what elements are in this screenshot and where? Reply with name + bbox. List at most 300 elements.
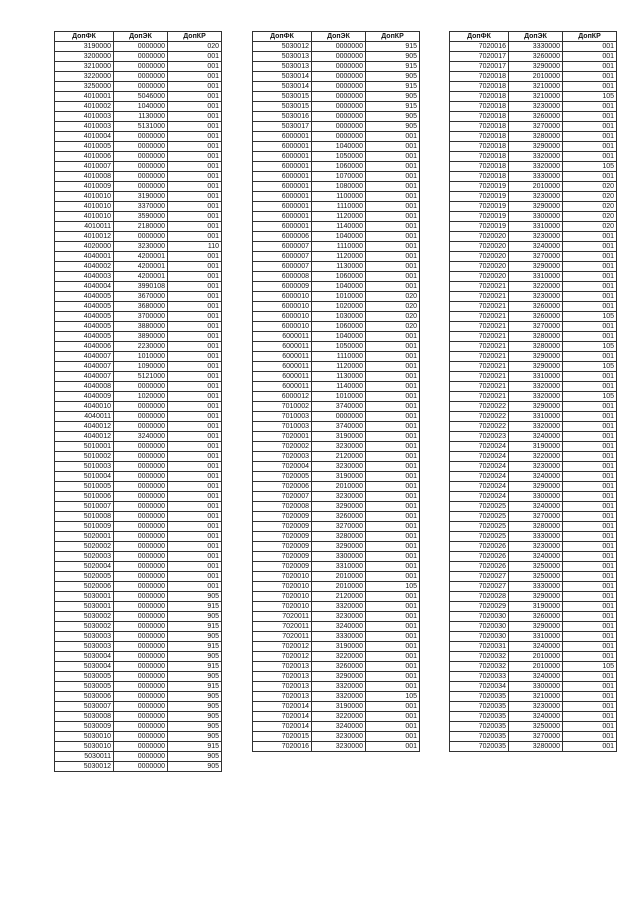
table-row bbox=[450, 312, 617, 322]
table-row bbox=[253, 542, 420, 552]
cell-dopek: 0000000 bbox=[114, 502, 168, 512]
cell-dopek: 1110000 bbox=[312, 242, 366, 252]
cell-dopkr: 001 bbox=[563, 72, 617, 82]
table-row bbox=[55, 472, 222, 482]
table-row bbox=[55, 542, 222, 552]
cell-dopkr: 001 bbox=[366, 242, 420, 252]
table-row bbox=[55, 312, 222, 322]
cell-dopkr: 001 bbox=[168, 232, 222, 242]
cell-dopfk: 7020008 bbox=[253, 502, 312, 512]
table-row bbox=[450, 112, 617, 122]
cell-dopek: 3230000 bbox=[509, 702, 563, 712]
cell-dopek: 0000000 bbox=[114, 552, 168, 562]
table-row bbox=[253, 372, 420, 382]
cell-dopkr: 001 bbox=[168, 422, 222, 432]
cell-dopek: 1050000 bbox=[312, 342, 366, 352]
table-row bbox=[253, 92, 420, 102]
cell-dopfk: 7020018 bbox=[450, 172, 509, 182]
cell-dopkr: 001 bbox=[366, 182, 420, 192]
table-row bbox=[55, 402, 222, 412]
cell-dopkr: 001 bbox=[563, 512, 617, 522]
table-row bbox=[55, 132, 222, 142]
cell-dopfk: 4010003 bbox=[55, 122, 114, 132]
cell-dopek: 5121000 bbox=[114, 372, 168, 382]
cell-dopkr: 001 bbox=[563, 712, 617, 722]
cell-dopkr: 105 bbox=[366, 692, 420, 702]
header-dopfk: ДопФК bbox=[55, 32, 114, 42]
table-row bbox=[253, 132, 420, 142]
header-dopfk: ДопФК bbox=[450, 32, 509, 42]
cell-dopek: 3240000 bbox=[509, 432, 563, 442]
table-row bbox=[55, 702, 222, 712]
cell-dopfk: 7020012 bbox=[253, 652, 312, 662]
cell-dopkr: 915 bbox=[168, 622, 222, 632]
table-row bbox=[55, 192, 222, 202]
cell-dopfk: 7020024 bbox=[450, 452, 509, 462]
cell-dopkr: 001 bbox=[366, 212, 420, 222]
cell-dopkr: 001 bbox=[366, 702, 420, 712]
cell-dopkr: 001 bbox=[168, 362, 222, 372]
cell-dopek: 3230000 bbox=[312, 492, 366, 502]
cell-dopek: 3190000 bbox=[114, 192, 168, 202]
cell-dopfk: 7020009 bbox=[253, 562, 312, 572]
table-row bbox=[450, 652, 617, 662]
cell-dopkr: 001 bbox=[563, 432, 617, 442]
cell-dopfk: 7020021 bbox=[450, 352, 509, 362]
cell-dopfk: 7010003 bbox=[253, 412, 312, 422]
table-row bbox=[450, 562, 617, 572]
table-row bbox=[55, 552, 222, 562]
table-row bbox=[253, 162, 420, 172]
header-dopek: ДопЭК bbox=[312, 32, 366, 42]
cell-dopkr: 001 bbox=[366, 612, 420, 622]
cell-dopek: 3280000 bbox=[509, 342, 563, 352]
cell-dopkr: 001 bbox=[168, 512, 222, 522]
table-row bbox=[450, 372, 617, 382]
header-dopkr: ДопКР bbox=[366, 32, 420, 42]
cell-dopkr: 001 bbox=[366, 202, 420, 212]
cell-dopek: 3320000 bbox=[312, 692, 366, 702]
table-row bbox=[253, 352, 420, 362]
table-row bbox=[450, 122, 617, 132]
cell-dopfk: 6000011 bbox=[253, 382, 312, 392]
cell-dopfk: 5030010 bbox=[55, 732, 114, 742]
cell-dopfk: 5020002 bbox=[55, 542, 114, 552]
cell-dopfk: 7020018 bbox=[450, 142, 509, 152]
table-row bbox=[55, 732, 222, 742]
cell-dopfk: 4010010 bbox=[55, 202, 114, 212]
cell-dopfk: 5020005 bbox=[55, 572, 114, 582]
table-row bbox=[253, 742, 420, 752]
cell-dopek: 1120000 bbox=[312, 252, 366, 262]
cell-dopfk: 7020021 bbox=[450, 312, 509, 322]
cell-dopkr: 001 bbox=[366, 272, 420, 282]
cell-dopek: 1100000 bbox=[312, 192, 366, 202]
cell-dopkr: 001 bbox=[563, 562, 617, 572]
cell-dopkr: 001 bbox=[168, 382, 222, 392]
cell-dopkr: 001 bbox=[563, 652, 617, 662]
cell-dopkr: 001 bbox=[168, 412, 222, 422]
cell-dopfk: 4040008 bbox=[55, 382, 114, 392]
table-row bbox=[450, 732, 617, 742]
cell-dopkr: 905 bbox=[168, 702, 222, 712]
cell-dopek: 3590000 bbox=[114, 212, 168, 222]
cell-dopek: 0000000 bbox=[114, 152, 168, 162]
cell-dopfk: 7020020 bbox=[450, 232, 509, 242]
cell-dopkr: 001 bbox=[366, 642, 420, 652]
cell-dopek: 3230000 bbox=[312, 732, 366, 742]
cell-dopkr: 001 bbox=[366, 492, 420, 502]
table-row bbox=[450, 82, 617, 92]
cell-dopkr: 001 bbox=[366, 522, 420, 532]
cell-dopek: 3300000 bbox=[509, 492, 563, 502]
table-row bbox=[253, 402, 420, 412]
cell-dopfk: 7020014 bbox=[253, 712, 312, 722]
cell-dopfk: 6000011 bbox=[253, 352, 312, 362]
cell-dopek: 3230000 bbox=[509, 292, 563, 302]
cell-dopkr: 001 bbox=[563, 152, 617, 162]
cell-dopfk: 5030003 bbox=[55, 632, 114, 642]
cell-dopkr: 001 bbox=[563, 692, 617, 702]
table-row bbox=[55, 102, 222, 112]
cell-dopkr: 001 bbox=[168, 432, 222, 442]
cell-dopek: 3270000 bbox=[509, 512, 563, 522]
table-row bbox=[55, 662, 222, 672]
cell-dopkr: 001 bbox=[168, 92, 222, 102]
table-row bbox=[450, 52, 617, 62]
cell-dopfk: 7020035 bbox=[450, 732, 509, 742]
cell-dopkr: 001 bbox=[563, 282, 617, 292]
cell-dopkr: 001 bbox=[168, 492, 222, 502]
cell-dopfk: 3250000 bbox=[55, 82, 114, 92]
cell-dopek: 3240000 bbox=[509, 672, 563, 682]
table-row bbox=[450, 362, 617, 372]
table-row bbox=[450, 182, 617, 192]
cell-dopfk: 7020012 bbox=[253, 642, 312, 652]
cell-dopek: 3290000 bbox=[509, 142, 563, 152]
cell-dopfk: 7020010 bbox=[253, 602, 312, 612]
cell-dopfk: 7020035 bbox=[450, 722, 509, 732]
table-row bbox=[55, 462, 222, 472]
cell-dopfk: 6000001 bbox=[253, 132, 312, 142]
cell-dopfk: 7020019 bbox=[450, 202, 509, 212]
cell-dopkr: 020 bbox=[563, 212, 617, 222]
cell-dopek: 3190000 bbox=[312, 432, 366, 442]
cell-dopek: 3280000 bbox=[509, 742, 563, 752]
cell-dopfk: 7020020 bbox=[450, 252, 509, 262]
cell-dopek: 3280000 bbox=[509, 332, 563, 342]
cell-dopek: 3190000 bbox=[509, 602, 563, 612]
cell-dopek: 3190000 bbox=[509, 442, 563, 452]
cell-dopfk: 5030013 bbox=[253, 52, 312, 62]
table-row bbox=[55, 362, 222, 372]
cell-dopkr: 001 bbox=[366, 552, 420, 562]
table-row bbox=[253, 232, 420, 242]
cell-dopek: 0000000 bbox=[114, 182, 168, 192]
cell-dopek: 3210000 bbox=[509, 692, 563, 702]
cell-dopfk: 5010002 bbox=[55, 452, 114, 462]
cell-dopfk: 5020006 bbox=[55, 582, 114, 592]
cell-dopek: 0000000 bbox=[114, 402, 168, 412]
cell-dopek: 3320000 bbox=[312, 682, 366, 692]
table-row bbox=[253, 712, 420, 722]
cell-dopkr: 001 bbox=[563, 532, 617, 542]
cell-dopfk: 4010012 bbox=[55, 232, 114, 242]
cell-dopfk: 5030003 bbox=[55, 642, 114, 652]
cell-dopek: 3230000 bbox=[312, 742, 366, 752]
table-row bbox=[55, 612, 222, 622]
cell-dopkr: 915 bbox=[168, 602, 222, 612]
table-row bbox=[450, 662, 617, 672]
cell-dopfk: 7020030 bbox=[450, 622, 509, 632]
table-row bbox=[450, 602, 617, 612]
table-row bbox=[253, 732, 420, 742]
cell-dopek: 1030000 bbox=[312, 312, 366, 322]
cell-dopkr: 001 bbox=[168, 262, 222, 272]
cell-dopkr: 001 bbox=[168, 172, 222, 182]
cell-dopfk: 6000001 bbox=[253, 192, 312, 202]
cell-dopek: 0000000 bbox=[114, 62, 168, 72]
cell-dopfk: 7020024 bbox=[450, 472, 509, 482]
cell-dopkr: 915 bbox=[168, 682, 222, 692]
table-row bbox=[253, 342, 420, 352]
cell-dopek: 0000000 bbox=[114, 172, 168, 182]
cell-dopek: 3320000 bbox=[509, 152, 563, 162]
cell-dopek: 3320000 bbox=[509, 392, 563, 402]
cell-dopfk: 5030014 bbox=[253, 72, 312, 82]
cell-dopfk: 7020021 bbox=[450, 362, 509, 372]
cell-dopkr: 001 bbox=[563, 352, 617, 362]
cell-dopkr: 001 bbox=[563, 722, 617, 732]
cell-dopek: 3290000 bbox=[509, 402, 563, 412]
cell-dopkr: 001 bbox=[168, 182, 222, 192]
cell-dopkr: 001 bbox=[563, 412, 617, 422]
cell-dopek: 1040000 bbox=[312, 142, 366, 152]
table-row bbox=[253, 622, 420, 632]
cell-dopfk: 5030007 bbox=[55, 702, 114, 712]
cell-dopfk: 7020025 bbox=[450, 502, 509, 512]
cell-dopkr: 001 bbox=[366, 222, 420, 232]
cell-dopkr: 105 bbox=[563, 662, 617, 672]
cell-dopfk: 5030004 bbox=[55, 662, 114, 672]
cell-dopfk: 5030004 bbox=[55, 652, 114, 662]
cell-dopek: 0000000 bbox=[114, 452, 168, 462]
cell-dopek: 3240000 bbox=[312, 722, 366, 732]
table-row bbox=[55, 522, 222, 532]
cell-dopkr: 001 bbox=[563, 702, 617, 712]
cell-dopfk: 6000009 bbox=[253, 282, 312, 292]
table-row bbox=[253, 222, 420, 232]
cell-dopkr: 905 bbox=[366, 112, 420, 122]
cell-dopek: 0000000 bbox=[114, 662, 168, 672]
cell-dopfk: 7020018 bbox=[450, 122, 509, 132]
cell-dopek: 3230000 bbox=[509, 542, 563, 552]
cell-dopfk: 5010004 bbox=[55, 472, 114, 482]
cell-dopek: 0000000 bbox=[114, 52, 168, 62]
cell-dopfk: 7020019 bbox=[450, 222, 509, 232]
cell-dopek: 4200001 bbox=[114, 252, 168, 262]
table-row bbox=[55, 302, 222, 312]
cell-dopek: 3190000 bbox=[312, 472, 366, 482]
cell-dopfk: 7020032 bbox=[450, 662, 509, 672]
cell-dopek: 3280000 bbox=[509, 132, 563, 142]
cell-dopek: 3320000 bbox=[509, 162, 563, 172]
table-row bbox=[55, 252, 222, 262]
table-row bbox=[55, 282, 222, 292]
cell-dopek: 2010000 bbox=[312, 482, 366, 492]
cell-dopfk: 7020009 bbox=[253, 512, 312, 522]
cell-dopfk: 5030002 bbox=[55, 622, 114, 632]
cell-dopkr: 905 bbox=[168, 592, 222, 602]
cell-dopkr: 001 bbox=[168, 572, 222, 582]
cell-dopkr: 001 bbox=[366, 672, 420, 682]
table-row bbox=[450, 502, 617, 512]
cell-dopek: 5046000 bbox=[114, 92, 168, 102]
table-row bbox=[450, 692, 617, 702]
table-row bbox=[253, 292, 420, 302]
cell-dopfk: 7020018 bbox=[450, 132, 509, 142]
cell-dopfk: 6000010 bbox=[253, 292, 312, 302]
table-row bbox=[253, 202, 420, 212]
cell-dopek: 3230000 bbox=[509, 462, 563, 472]
cell-dopfk: 7020001 bbox=[253, 432, 312, 442]
cell-dopkr: 001 bbox=[563, 612, 617, 622]
table-row bbox=[55, 722, 222, 732]
table-row bbox=[450, 582, 617, 592]
cell-dopek: 0000000 bbox=[114, 762, 168, 772]
cell-dopkr: 001 bbox=[168, 372, 222, 382]
cell-dopkr: 001 bbox=[366, 722, 420, 732]
cell-dopek: 0000000 bbox=[114, 712, 168, 722]
cell-dopfk: 7020034 bbox=[450, 682, 509, 692]
cell-dopek: 0000000 bbox=[312, 92, 366, 102]
cell-dopkr: 001 bbox=[563, 522, 617, 532]
cell-dopkr: 001 bbox=[366, 132, 420, 142]
cell-dopek: 3260000 bbox=[509, 312, 563, 322]
cell-dopfk: 4040003 bbox=[55, 272, 114, 282]
cell-dopek: 3250000 bbox=[509, 572, 563, 582]
cell-dopfk: 7020016 bbox=[450, 42, 509, 52]
cell-dopkr: 001 bbox=[366, 682, 420, 692]
cell-dopkr: 001 bbox=[366, 432, 420, 442]
cell-dopek: 1090000 bbox=[114, 362, 168, 372]
cell-dopkr: 105 bbox=[563, 162, 617, 172]
cell-dopfk: 4040004 bbox=[55, 282, 114, 292]
table-row bbox=[253, 472, 420, 482]
cell-dopfk: 4010010 bbox=[55, 192, 114, 202]
cell-dopkr: 001 bbox=[366, 262, 420, 272]
table-row bbox=[253, 382, 420, 392]
cell-dopfk: 7020011 bbox=[253, 622, 312, 632]
cell-dopek: 3310000 bbox=[509, 412, 563, 422]
cell-dopfk: 5030012 bbox=[55, 762, 114, 772]
cell-dopkr: 020 bbox=[563, 222, 617, 232]
table-row bbox=[55, 442, 222, 452]
table-row bbox=[55, 292, 222, 302]
cell-dopek: 3240000 bbox=[509, 472, 563, 482]
table-row bbox=[55, 432, 222, 442]
table-row bbox=[450, 642, 617, 652]
table-row bbox=[450, 742, 617, 752]
cell-dopek: 2120000 bbox=[312, 452, 366, 462]
cell-dopek: 3210000 bbox=[509, 82, 563, 92]
table-row bbox=[253, 502, 420, 512]
table-row bbox=[55, 502, 222, 512]
header-dopkr: ДопКР bbox=[168, 32, 222, 42]
cell-dopfk: 7020018 bbox=[450, 112, 509, 122]
cell-dopek: 0000000 bbox=[114, 82, 168, 92]
cell-dopek: 3680000 bbox=[114, 302, 168, 312]
cell-dopek: 1140000 bbox=[312, 222, 366, 232]
cell-dopkr: 001 bbox=[168, 72, 222, 82]
cell-dopfk: 4010003 bbox=[55, 112, 114, 122]
cell-dopfk: 7020021 bbox=[450, 342, 509, 352]
cell-dopfk: 7010002 bbox=[253, 402, 312, 412]
cell-dopkr: 915 bbox=[168, 662, 222, 672]
cell-dopek: 0000000 bbox=[114, 492, 168, 502]
cell-dopek: 1130000 bbox=[312, 372, 366, 382]
table-row bbox=[450, 382, 617, 392]
table-row bbox=[55, 572, 222, 582]
cell-dopfk: 4010004 bbox=[55, 132, 114, 142]
cell-dopfk: 5030012 bbox=[253, 42, 312, 52]
cell-dopfk: 7020014 bbox=[253, 702, 312, 712]
table-row bbox=[450, 512, 617, 522]
table-row bbox=[450, 672, 617, 682]
cell-dopkr: 105 bbox=[563, 92, 617, 102]
cell-dopek: 0000000 bbox=[114, 742, 168, 752]
cell-dopkr: 905 bbox=[168, 722, 222, 732]
cell-dopfk: 5030015 bbox=[253, 102, 312, 112]
cell-dopek: 2010000 bbox=[509, 662, 563, 672]
cell-dopek: 3270000 bbox=[509, 122, 563, 132]
cell-dopkr: 020 bbox=[366, 312, 420, 322]
cell-dopek: 3290000 bbox=[509, 62, 563, 72]
table-row bbox=[450, 412, 617, 422]
cell-dopek: 1120000 bbox=[312, 212, 366, 222]
cell-dopek: 3190000 bbox=[312, 702, 366, 712]
cell-dopek: 1110000 bbox=[312, 202, 366, 212]
cell-dopkr: 001 bbox=[366, 142, 420, 152]
cell-dopek: 1010000 bbox=[312, 392, 366, 402]
table-row bbox=[55, 42, 222, 52]
cell-dopkr: 001 bbox=[366, 412, 420, 422]
table-row bbox=[55, 332, 222, 342]
table-row bbox=[253, 522, 420, 532]
cell-dopfk: 7020019 bbox=[450, 212, 509, 222]
table-row bbox=[450, 592, 617, 602]
cell-dopfk: 7020035 bbox=[450, 692, 509, 702]
cell-dopek: 3310000 bbox=[509, 272, 563, 282]
table-row bbox=[55, 762, 222, 772]
table-row bbox=[253, 192, 420, 202]
cell-dopkr: 001 bbox=[168, 452, 222, 462]
table-row bbox=[450, 402, 617, 412]
table-row bbox=[55, 682, 222, 692]
cell-dopfk: 7020007 bbox=[253, 492, 312, 502]
table-row bbox=[450, 132, 617, 142]
cell-dopkr: 001 bbox=[563, 62, 617, 72]
cell-dopfk: 7020019 bbox=[450, 192, 509, 202]
cell-dopkr: 915 bbox=[366, 42, 420, 52]
cell-dopek: 2010000 bbox=[509, 182, 563, 192]
cell-dopkr: 001 bbox=[168, 322, 222, 332]
cell-dopfk: 7020035 bbox=[450, 712, 509, 722]
cell-dopek: 3310000 bbox=[509, 372, 563, 382]
cell-dopfk: 7020026 bbox=[450, 542, 509, 552]
cell-dopfk: 5010007 bbox=[55, 502, 114, 512]
cell-dopfk: 7020020 bbox=[450, 262, 509, 272]
